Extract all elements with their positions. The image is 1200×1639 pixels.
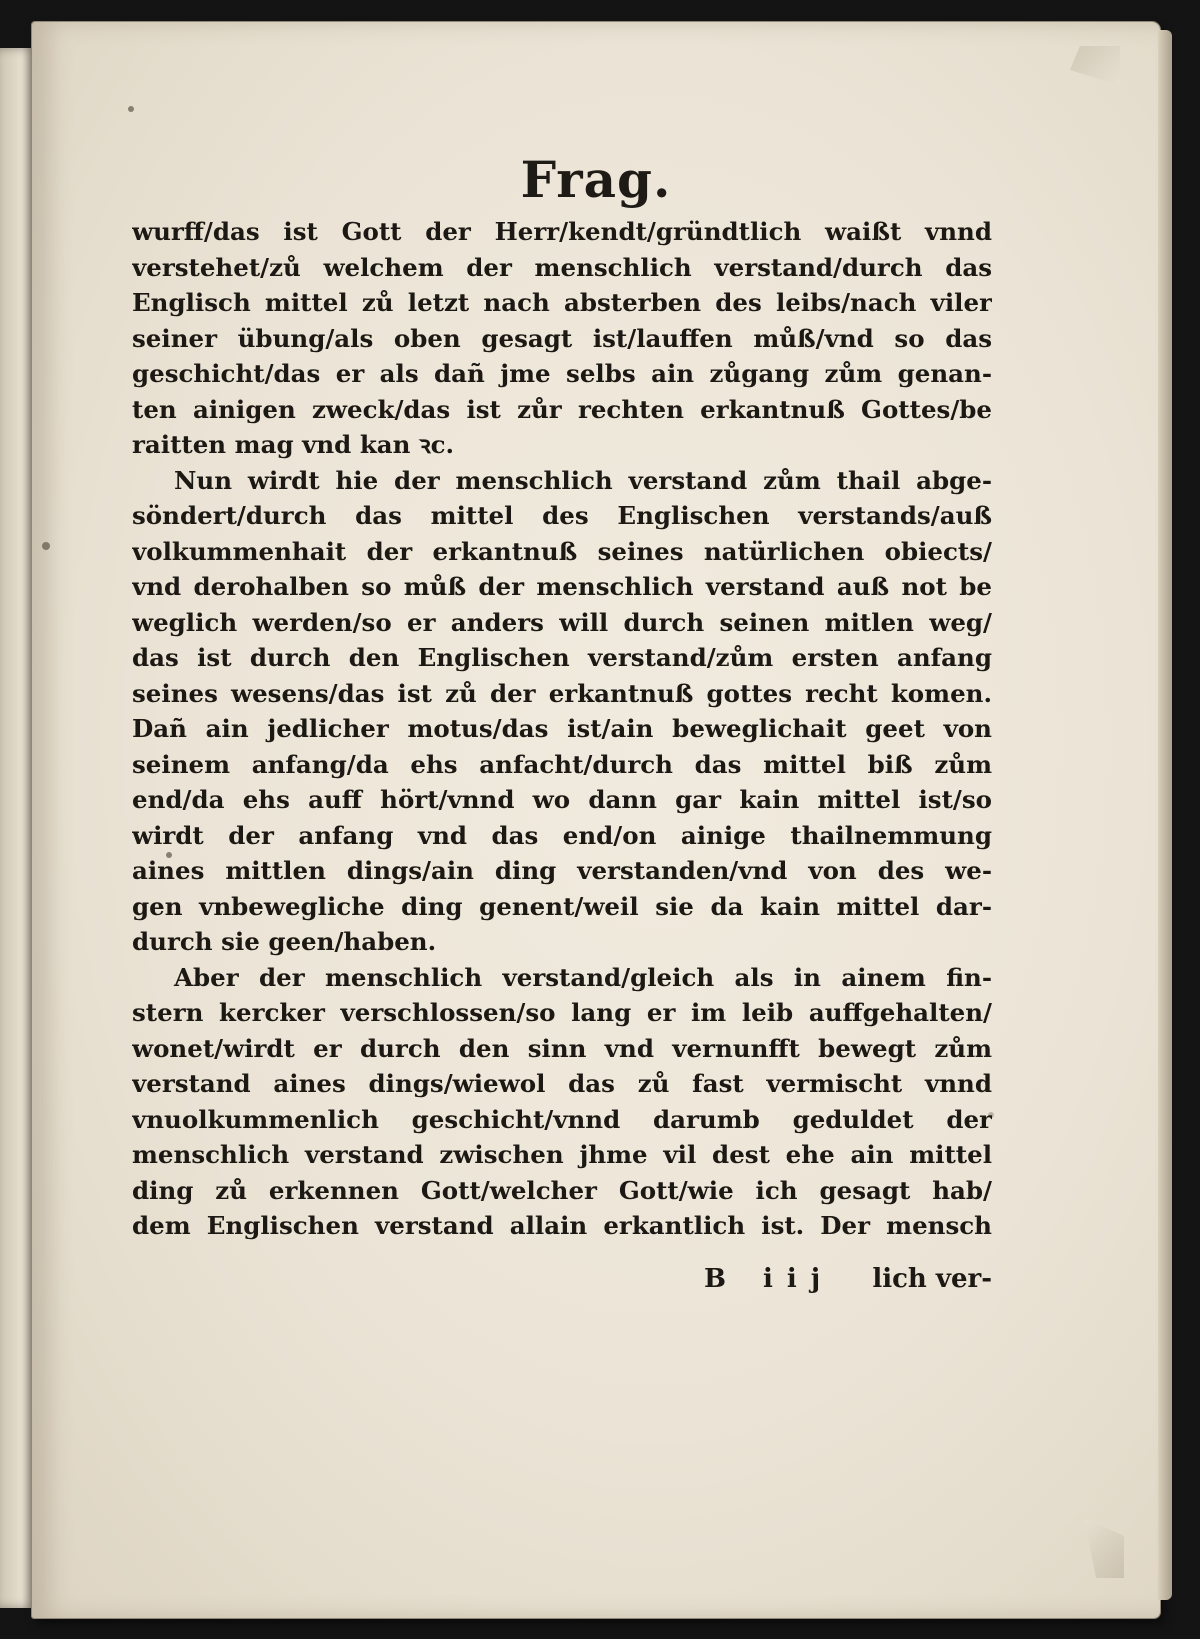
ink-spot [128, 106, 134, 112]
page-footer [132, 1264, 992, 1304]
text-line: Nun wirdt hie der menschlich verstand zům thail abge- [174, 465, 992, 495]
text-line: gen vnbewegliche ding genent/weil sie da kain mittel dar- [132, 891, 992, 921]
text-line: verstehet/zů welchem der menschlich verstand/durch das [132, 252, 992, 282]
text-line: das ist durch den Englischen verstand/zům ersten anfang [132, 643, 992, 672]
book-page [32, 22, 1160, 1618]
text-line: stern kercker verschlossen/so lang er im leib auffgehalten/ [132, 998, 992, 1027]
text-line: wirdt der anfang vnd das end/on ainige thailnemmung [132, 820, 992, 850]
page-corner-top [1070, 46, 1120, 86]
text-line: ten ainigen zweck/das ist zůr rechten erkantnuß Gottes/be [132, 394, 992, 424]
page-corner-bottom [1084, 1518, 1124, 1578]
text-line: raitten mag vnd kan ꝛc. [132, 430, 455, 459]
text-line: end/da ehs auff hört/vnnd wo dann gar kain mittel ist/so [132, 785, 992, 814]
text-line: volkummenhait der erkantnuß seines natürlichen obiects/ [132, 536, 992, 566]
catchword: lich ver- [872, 1264, 992, 1294]
text-line: seiner übung/als oben gesagt ist/lauffen můß/vnd so das [132, 323, 992, 353]
text-line: aines mittlen dings/ain ding verstanden/vnd von des we- [132, 856, 992, 885]
page-stack-edge [1158, 30, 1172, 1600]
text-line: Englisch mittel zů letzt nach absterben des leibs/nach viler [132, 288, 992, 317]
text-line: wonet/wirdt er durch den sinn vnd vernunfft bewegt zům [132, 1033, 992, 1063]
text-line: durch sie geen/haben. [132, 927, 437, 956]
text-line: weglich werden/so er anders will durch seinen mitlen weg/ [132, 607, 992, 637]
text-line: wurff/das ist Gott der Herr/kendt/gründtlich waißt vnnd [132, 217, 992, 246]
text-line: ding zů erkennen Gott/welcher Gott/wie ich gesagt hab/ [132, 1175, 992, 1205]
facing-page-edge [0, 48, 36, 1608]
text-line: dem Englischen verstand allain erkantlich ist. Der mensch [132, 1211, 992, 1240]
text-line: söndert/durch das mittel des Englischen verstands/auß [132, 501, 992, 530]
ink-spot [42, 542, 50, 550]
text-line: seinem anfang/da ehs anfacht/durch das mittel biß zům [132, 749, 992, 779]
text-line: Aber der menschlich verstand/gleich als in ainem fin- [174, 962, 992, 992]
text-line: menschlich verstand zwischen jhme vil dest ehe ain mittel [132, 1140, 992, 1169]
running-head: Frag. [520, 150, 672, 209]
text-line: vnd derohalben so můß der menschlich verstand auß not be [132, 572, 992, 601]
text-line: vnuolkummenlich geschicht/vnnd darumb geduldet der [132, 1104, 992, 1134]
text-line: geschicht/das er als dañ jme selbs ain zůgang zům genan- [132, 359, 992, 388]
text-line: verstand aines dings/wiewol das zů fast vermischt vnnd [132, 1069, 992, 1098]
text-line: seines wesens/das ist zů der erkantnuß gottes recht komen. [132, 678, 992, 708]
text-line: Dañ ain jedlicher motus/das ist/ain beweglichait geet von [132, 714, 992, 743]
signature-mark: B iij [704, 1264, 835, 1294]
body-text [132, 214, 992, 1244]
